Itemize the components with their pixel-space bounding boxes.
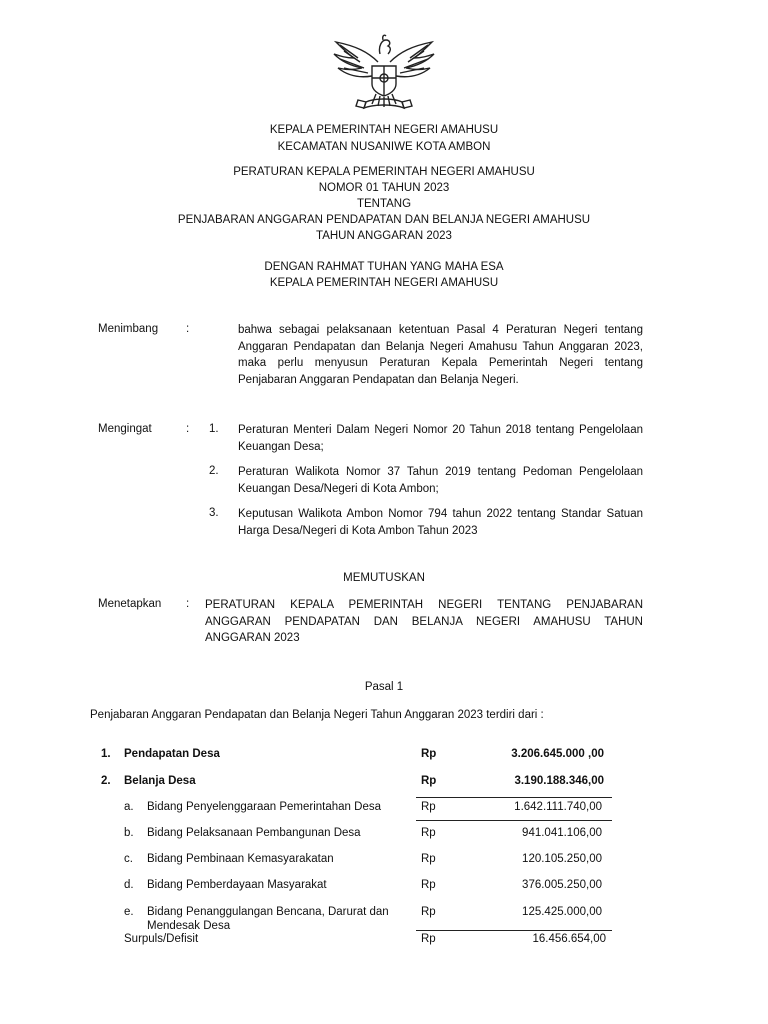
menimbang-text: bahwa sebagai pelaksanaan ketentuan Pasal 4 Peraturan Negeri tentang Anggaran Pendapatan dan Belanja Negeri Amahusu Tahun Anggaran 2023, maka perlu menyusun Peraturan Kepala Pemerintah Negeri tentang Penjabaran Anggaran Pendapatan dan Belanja Negeri. — [238, 324, 643, 386]
bidang-b-letter: b. — [124, 827, 134, 839]
bidang-e-label: Bidang Penanggulangan Bencana, Darurat dan — [147, 906, 389, 918]
surplus-currency: Rp — [421, 933, 436, 945]
pendapatan-label: Pendapatan Desa — [124, 748, 220, 760]
table-rule — [416, 930, 612, 931]
bidang-a-currency: Rp — [421, 801, 436, 813]
menetapkan-text: PERATURAN KEPALA PEMERINTAH NEGERI TENTANG PENJABARAN ANGGARAN PENDAPATAN DAN BELANJA NEGERI AMAHUSU TAHUN ANGGARAN 2023 — [205, 599, 643, 644]
mengingat-item-3-num: 3. — [209, 507, 219, 519]
bidang-d-label: Bidang Pemberdayaan Masyarakat — [147, 879, 327, 891]
bidang-e-letter: e. — [124, 906, 134, 918]
title-line-5: TAHUN ANGGARAN 2023 — [316, 230, 452, 242]
header-line-2: KECAMATAN NUSANIWE KOTA AMBON — [277, 141, 491, 153]
belanja-num: 2. — [101, 775, 111, 787]
bidang-c-letter: c. — [124, 853, 133, 865]
bidang-e-value: 125.425.000,00 — [522, 906, 602, 918]
mengingat-item-2-num: 2. — [209, 465, 219, 477]
mengingat-item-3-text: Keputusan Walikota Ambon Nomor 794 tahun 2022 tentang Standar Satuan Harga Desa/Negeri di Kota Ambon Tahun 2023 — [238, 508, 643, 537]
mengingat-label: Mengingat — [98, 423, 152, 435]
bidang-a-label: Bidang Penyelenggaraan Pemerintahan Desa — [147, 801, 381, 813]
garuda-emblem — [328, 32, 440, 112]
surplus-label: Surpuls/Defisit — [124, 933, 199, 945]
belanja-value: 3.190.188.346,00 — [514, 775, 604, 787]
grace-line-1: DENGAN RAHMAT TUHAN YANG MAHA ESA — [264, 261, 504, 273]
belanja-currency: Rp — [421, 775, 437, 787]
bidang-d-currency: Rp — [421, 879, 436, 891]
bidang-e-label-line-2: Mendesak Desa — [147, 920, 231, 932]
pendapatan-num: 1. — [101, 748, 111, 760]
bidang-b-label: Bidang Pelaksanaan Pembangunan Desa — [147, 827, 361, 839]
bidang-c-label: Bidang Pembinaan Kemasyarakatan — [147, 853, 334, 865]
bidang-a-letter: a. — [124, 801, 134, 813]
bidang-b-currency: Rp — [421, 827, 436, 839]
menetapkan-colon: : — [186, 598, 190, 610]
title-line-3: TENTANG — [356, 198, 412, 210]
mengingat-item-1-num: 1. — [209, 423, 219, 435]
mengingat-colon: : — [186, 423, 190, 435]
title-line-1: PERATURAN KEPALA PEMERINTAH NEGERI AMAHUSU — [233, 166, 535, 178]
title-line-4: PENJABARAN ANGGARAN PENDAPATAN DAN BELANJA NEGERI AMAHUSU — [177, 214, 591, 226]
bidang-c-currency: Rp — [421, 853, 436, 865]
title-line-2: NOMOR 01 TAHUN 2023 — [318, 182, 450, 194]
pasal-intro: Penjabaran Anggaran Pendapatan dan Belanja Negeri Tahun Anggaran 2023 terdiri dari : — [90, 709, 544, 721]
surplus-value: 16.456.654,00 — [532, 933, 606, 945]
memutuskan-heading: MEMUTUSKAN — [343, 572, 425, 584]
bidang-e-currency: Rp — [421, 906, 436, 918]
belanja-label: Belanja Desa — [124, 775, 196, 787]
bidang-d-letter: d. — [124, 879, 134, 891]
table-rule — [416, 820, 612, 821]
bidang-c-value: 120.105.250,00 — [522, 853, 602, 865]
menetapkan-label: Menetapkan — [98, 598, 162, 610]
pasal-heading: Pasal 1 — [364, 681, 404, 693]
grace-line-2: KEPALA PEMERINTAH NEGERI AMAHUSU — [269, 277, 499, 289]
menimbang-label: Menimbang — [98, 323, 159, 335]
mengingat-item-2-text: Peraturan Walikota Nomor 37 Tahun 2019 tentang Pedoman Pengelolaan Keuangan Desa/Negeri di Kota Ambon; — [238, 466, 643, 495]
bidang-b-value: 941.041.106,00 — [522, 827, 602, 839]
pendapatan-value: 3.206.645.000 ,00 — [511, 748, 604, 760]
header-line-1: KEPALA PEMERINTAH NEGERI AMAHUSU — [269, 124, 499, 136]
bidang-a-value: 1.642.111.740,00 — [514, 801, 602, 813]
bidang-d-value: 376.005.250,00 — [522, 879, 602, 891]
menimbang-colon: : — [186, 323, 190, 335]
table-rule — [416, 797, 612, 798]
pendapatan-currency: Rp — [421, 748, 437, 760]
mengingat-item-1-text: Peraturan Menteri Dalam Negeri Nomor 20 Tahun 2018 tentang Pengelolaan Keuangan Desa; — [238, 424, 643, 453]
